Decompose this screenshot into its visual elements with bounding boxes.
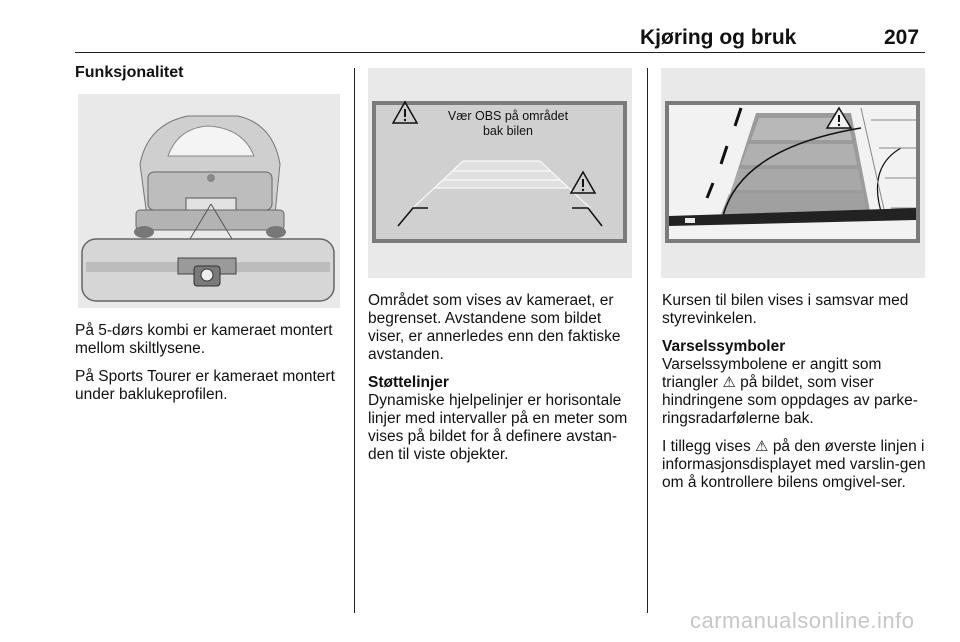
- column-3-text: [662, 292, 928, 502]
- paragraph: Området som vises av kameraet, er begrenset. Avstandene som bildet viser, er annerledes enn den faktiske avstanden.: [368, 292, 621, 363]
- paragraph: Kursen til bilen vises i samsvar med styrevinkelen.: [662, 292, 909, 327]
- header-divider: [75, 52, 925, 53]
- section-title: Funksjonalitet: [75, 64, 184, 81]
- paragraph: På 5-dørs kombi er kameraet montert mellom skiltlysene.: [75, 322, 333, 357]
- camera-display-warning-text: Vær OBS på området: [447, 109, 569, 123]
- camera-display-illustration: [368, 68, 632, 278]
- warning-triangle-icon: ⚠: [722, 374, 736, 391]
- text-fragment: I tillegg vises: [662, 438, 751, 455]
- watermark: carmanualsonline.info: [690, 608, 915, 633]
- column-2-text: [368, 292, 634, 474]
- column-1-text: [75, 322, 347, 414]
- paragraph: [662, 356, 928, 428]
- paragraph: Dynamiske hjelpelinjer er horisontale linjer med intervaller på en meter som vises på bildet for å definere avstan-den til viste objekter.: [368, 392, 628, 463]
- page-header-title: Kjøring og bruk: [640, 26, 797, 49]
- text-fragment: på den øverste linjen i informasjonsdisplayet med varslin-gen om å kontrollere bilens omgivel-ser.: [662, 438, 926, 491]
- camera-display-warning-text: bak bilen: [482, 124, 534, 138]
- page-number: 207: [884, 26, 920, 49]
- car-rear-camera-illustration: [78, 94, 340, 308]
- subheading: Varselssymboler: [662, 338, 786, 355]
- column-divider-1: [354, 68, 355, 613]
- camera-steering-lines-illustration: [661, 68, 925, 278]
- text-fragment: Varselssymbolene er angitt som triangler: [662, 356, 882, 391]
- paragraph: [662, 438, 928, 492]
- column-divider-2: [647, 68, 648, 613]
- warning-triangle-icon: ⚠: [755, 438, 769, 455]
- text-fragment: på bildet, som viser hindringene som oppdages av parke-ringsradarfølerne bak.: [662, 374, 918, 427]
- paragraph: På Sports Tourer er kameraet montert under baklukeprofilen.: [75, 368, 335, 403]
- subheading: Støttelinjer: [368, 374, 449, 391]
